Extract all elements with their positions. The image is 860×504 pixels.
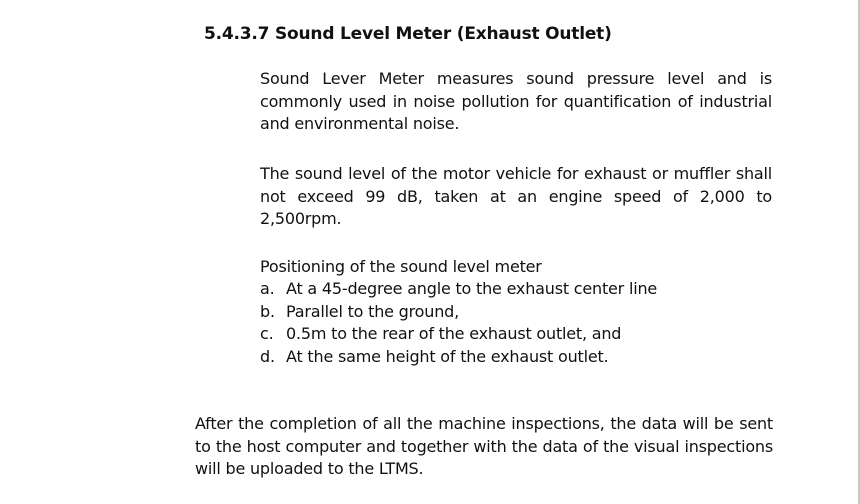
list-item-text: 0.5m to the rear of the exhaust outlet, and: [286, 324, 622, 343]
list-marker: a.: [260, 279, 275, 298]
positioning-list: [260, 278, 657, 368]
list-marker: c.: [260, 324, 274, 343]
positioning-title: Positioning of the sound level meter: [260, 257, 542, 276]
list-item-text: Parallel to the ground,: [286, 301, 459, 321]
list-item: [260, 278, 657, 301]
conclusion-paragraph: After the completion of all the machine inspections, the data will be sent to the host computer and together with the data of the visual inspections will be uploaded to the LTMS.: [195, 414, 773, 478]
sound-limit-paragraph: The sound level of the motor vehicle for exhaust or muffler shall not exceed 99 dB, taken at an engine speed of 2,000 to 2,500rpm.: [260, 164, 772, 228]
intro-paragraph: Sound Lever Meter measures sound pressure level and is commonly used in noise pollution for quantification of industrial and environmental noise.: [260, 69, 772, 133]
section-heading: 5.4.3.7 Sound Level Meter (Exhaust Outlet): [204, 24, 612, 44]
list-marker: b.: [260, 301, 275, 321]
list-item-text: At the same height of the exhaust outlet.: [286, 346, 609, 366]
list-item: [260, 323, 657, 346]
list-marker: d.: [260, 346, 275, 366]
list-item-text: At a 45-degree angle to the exhaust center line: [286, 279, 658, 298]
list-item: [260, 346, 657, 369]
list-item: [260, 301, 657, 324]
